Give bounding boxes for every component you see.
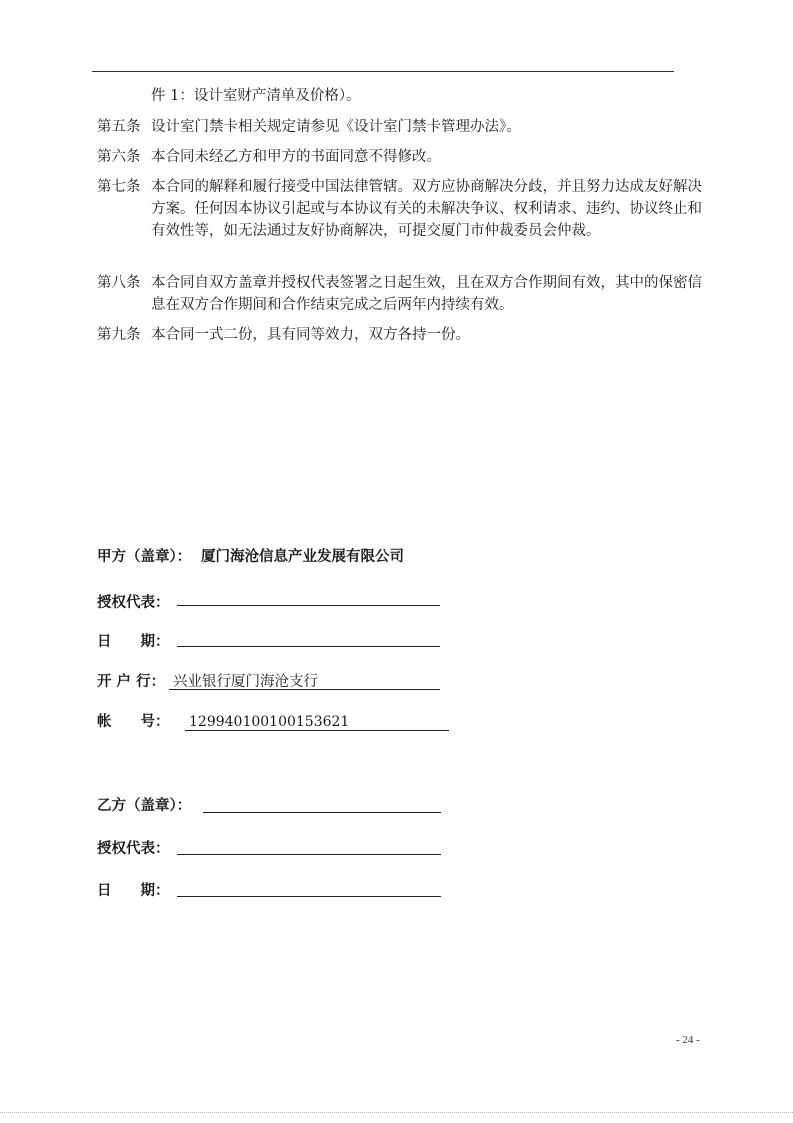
clause-number: 第五条 xyxy=(97,119,141,135)
party-a-label: 甲方（盖章）： xyxy=(97,549,192,565)
clause-text: 本合同自双方盖章并授权代表签署之日起生效，且在双方合作期间有效，其中的保密信息在双方合作期间和合作结束完成之后两年内持续有效。 xyxy=(151,275,702,313)
party-a-account-row xyxy=(97,710,457,734)
party-a-rep-label: 授权代表： xyxy=(97,595,170,611)
clause-number: 第六条 xyxy=(97,149,141,165)
clause-9 xyxy=(97,324,702,346)
scan-edge-rule xyxy=(0,1112,793,1113)
party-b-row xyxy=(97,794,447,818)
party-a-account-line xyxy=(185,730,449,731)
party-a-account-value: 129940100100153621 xyxy=(189,714,350,730)
party-a-date-line[interactable] xyxy=(177,646,440,647)
party-b-date-line[interactable] xyxy=(177,896,441,897)
party-b-rep-signature-line[interactable] xyxy=(177,854,441,855)
clause-number: 第九条 xyxy=(97,327,141,343)
party-a-rep-signature-line[interactable] xyxy=(177,605,440,606)
party-a-bank-value: 兴业银行厦门海沧支行 xyxy=(173,674,318,690)
party-a-row xyxy=(97,545,497,569)
attachment-continuation: 件 1：设计室财产清单及价格）。 xyxy=(151,88,361,104)
clause-5 xyxy=(97,116,702,138)
clause-8 xyxy=(97,272,702,316)
clause-text: 本合同一式二份，具有同等效力，双方各持一份。 xyxy=(151,327,470,343)
party-a-date-row xyxy=(97,630,447,654)
page-number: - 24 - xyxy=(676,1034,700,1046)
clause-number: 第八条 xyxy=(97,275,141,291)
clause-text: 设计室门禁卡相关规定请参见《设计室门禁卡管理办法》。 xyxy=(151,119,521,135)
party-b-date-row xyxy=(97,879,447,903)
party-a-bank-label: 开 户 行： xyxy=(97,674,166,690)
party-b-label: 乙方（盖章）： xyxy=(97,798,192,814)
party-b-seal-line[interactable] xyxy=(203,812,441,813)
clause-text: 本合同的解释和履行接受中国法律管辖。双方应协商解决分歧，并且努力达成友好解决方案。任何因本协议引起或与本协议有关的未解决争议、权利请求、违约、协议终止和有效性等，如无法通过友好协商解决，可提交厦门市仲裁委员会仲裁。 xyxy=(151,179,702,239)
party-b-date-label: 日 期： xyxy=(97,883,170,899)
clause-6 xyxy=(97,146,702,168)
party-b-rep-label: 授权代表： xyxy=(97,841,170,857)
party-a-bank-line xyxy=(169,689,440,690)
party-a-name: 厦门海沧信息产业发展有限公司 xyxy=(201,549,404,565)
party-b-rep-row xyxy=(97,837,447,861)
clause-7 xyxy=(97,176,702,242)
clause-text: 本合同未经乙方和甲方的书面同意不得修改。 xyxy=(151,149,441,165)
party-a-bank-row xyxy=(97,670,447,694)
party-a-account-label: 帐 号： xyxy=(97,714,170,730)
header-rule xyxy=(92,71,674,72)
party-a-date-label: 日 期： xyxy=(97,634,170,650)
party-a-rep-row xyxy=(97,591,447,615)
clause-number: 第七条 xyxy=(97,179,141,195)
